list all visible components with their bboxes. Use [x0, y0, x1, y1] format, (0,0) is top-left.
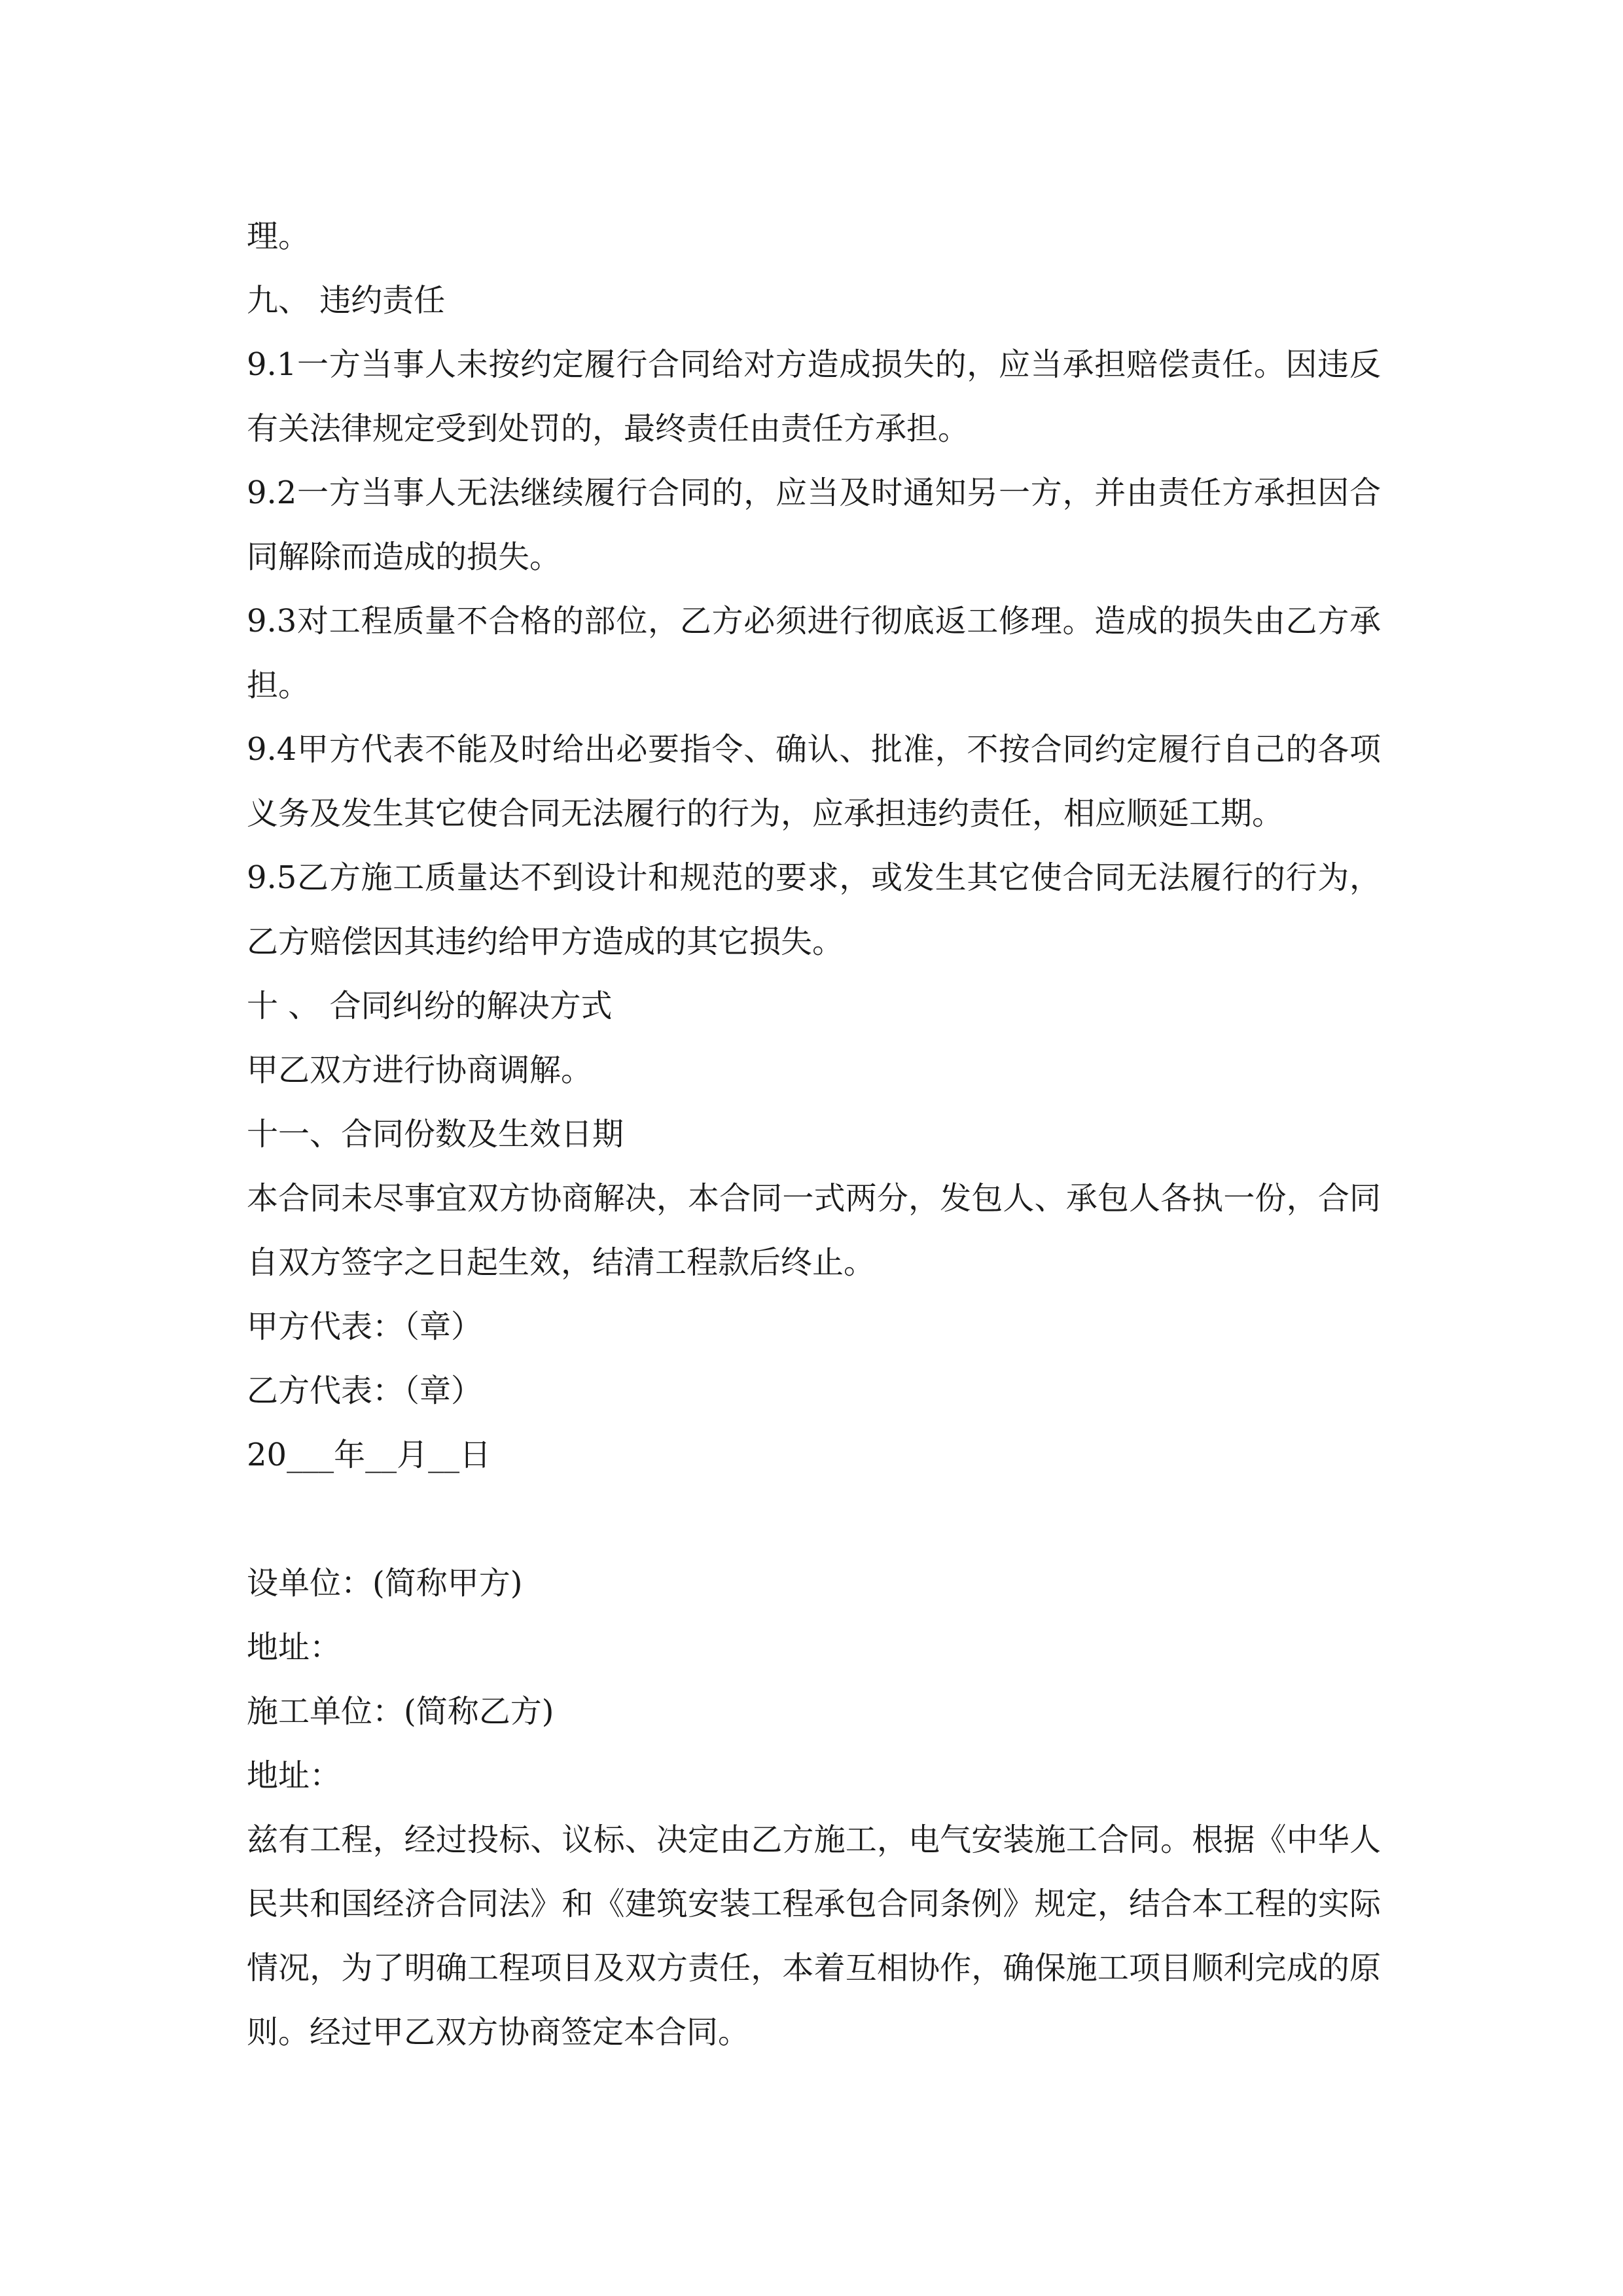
contract-preamble: 兹有工程，经过投标、议标、决定由乙方施工，电气安装施工合同。根据《中华人民共和国经济合同法》和《建筑安装工程承包合同条例》规定，结合本工程的实际情况，为了明确工程项目及双方责任，本着互相协作，确保施工项目顺利完成的原则。经过甲乙双方协商签定本合同。: [247, 1821, 1381, 2051]
clause-9-3: 9.3对工程质量不合格的部位，乙方必须进行彻底返工修理。造成的损失由乙方承担。: [247, 603, 1381, 704]
disputes-text: 甲乙双方进行协商调解。: [247, 1052, 593, 1088]
date-line: 20___年__月__日: [247, 1437, 491, 1473]
clause-9-5: 9.5乙方施工质量达不到设计和规范的要求，或发生其它使合同无法履行的行为，乙方赔偿因其违约给甲方造成的其它损失。: [247, 859, 1381, 960]
clause-9-2: 9.2一方当事人无法继续履行合同的，应当及时通知另一方，并由责任方承担因合同解除而造成的损失。: [247, 475, 1381, 575]
blank-line: [247, 1487, 1381, 1551]
clause-9-1: 9.1一方当事人未按约定履行合同给对方造成损失的，应当承担赔偿责任。因违反有关法律规定受到处罚的，最终责任由责任方承担。: [247, 346, 1381, 447]
section-heading-liability: 九、 违约责任: [247, 282, 446, 319]
party-b-address-line: 地址：: [247, 1757, 342, 1794]
paragraph-continuation: 理。: [247, 218, 310, 255]
copies-text: 本合同未尽事宜双方协商解决，本合同一式两分，发包人、承包人各执一份，合同自双方签字之日起生效，结清工程款后终止。: [247, 1180, 1381, 1281]
party-b-signature-line: 乙方代表：（章）: [247, 1372, 483, 1409]
document-body: [247, 204, 1381, 2064]
party-a-signature-line: 甲方代表：（章）: [247, 1308, 483, 1345]
section-heading-disputes: 十 、 合同纠纷的解决方式: [247, 988, 613, 1024]
party-a-unit-line: 设单位：(简称甲方): [247, 1565, 523, 1602]
section-heading-copies: 十一、合同份数及生效日期: [247, 1116, 624, 1153]
party-a-address-line: 地址：: [247, 1629, 342, 1666]
party-b-unit-line: 施工单位：(简称乙方): [247, 1693, 554, 1730]
clause-9-4: 9.4甲方代表不能及时给出必要指令、确认、批准，不按合同约定履行自己的各项义务及发生其它使合同无法履行的行为，应承担违约责任，相应顺延工期。: [247, 731, 1381, 832]
